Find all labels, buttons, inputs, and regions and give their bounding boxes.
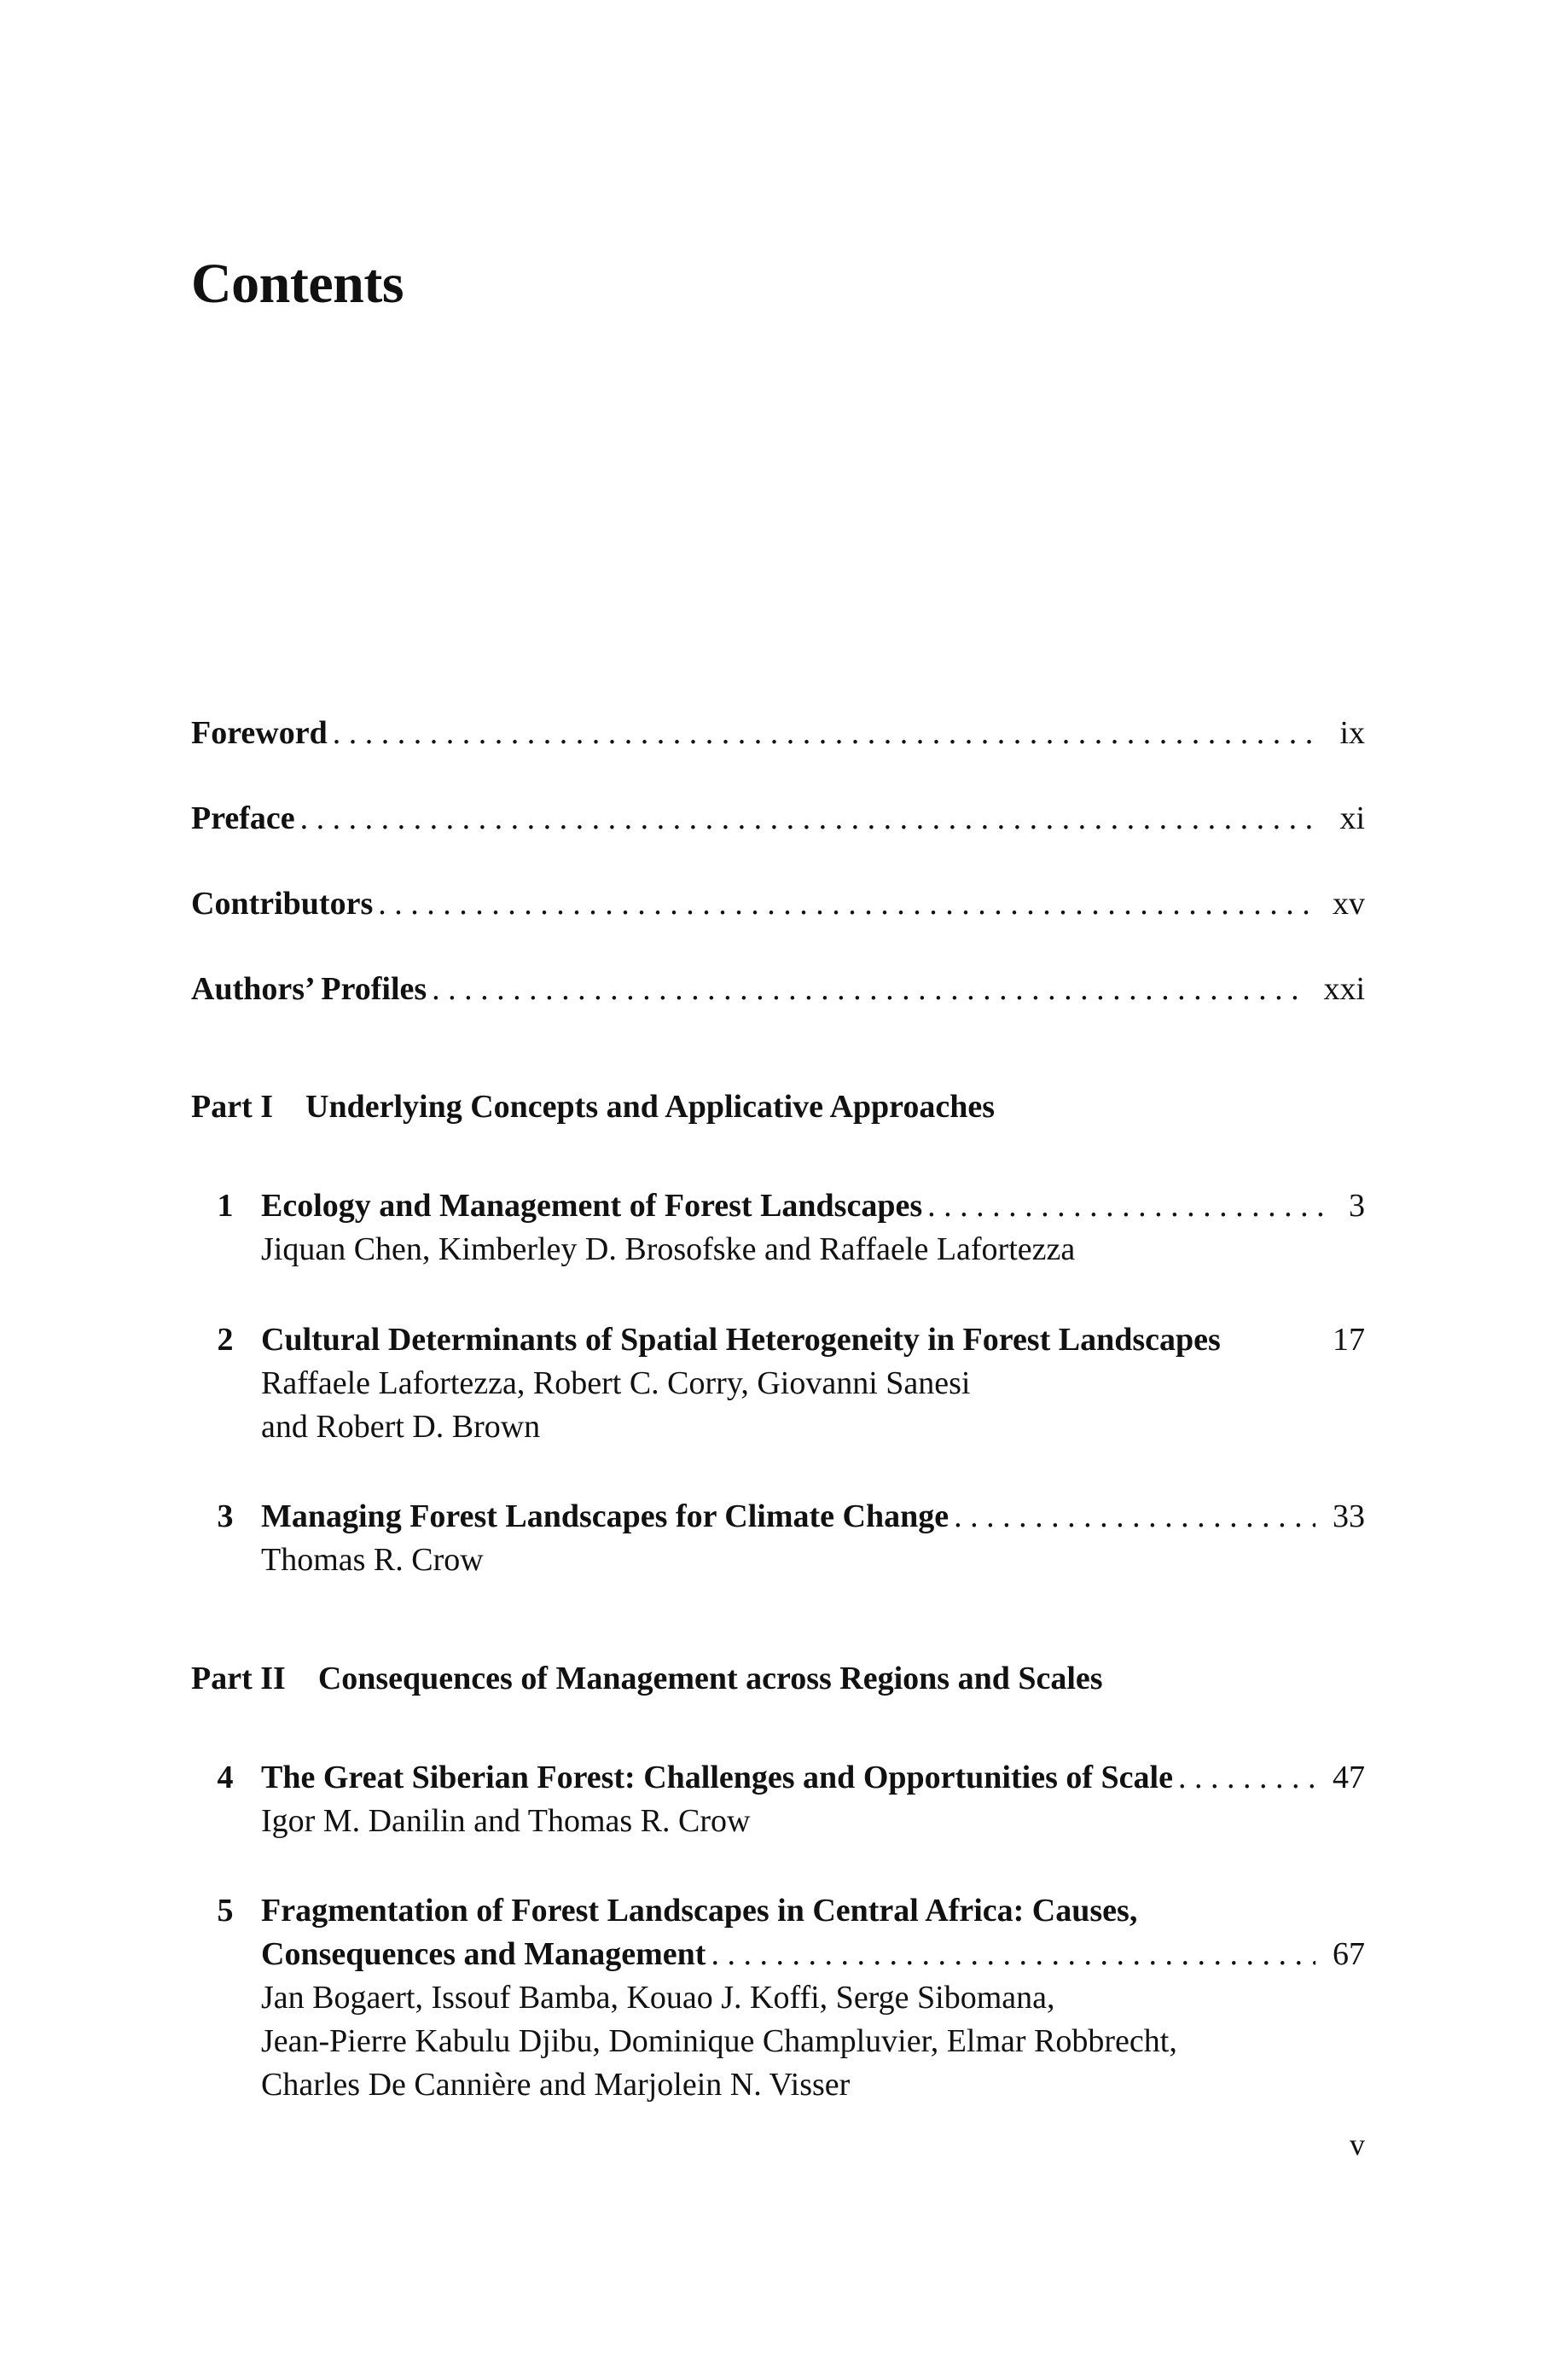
toc-chapter-2[interactable] — [191, 1318, 1365, 1449]
part-number: Part I — [191, 1089, 274, 1125]
dot-leader — [333, 710, 1323, 756]
toc-chapter-1[interactable] — [191, 1184, 1365, 1271]
toc-entry-label: Foreword — [191, 715, 328, 751]
toc-page-number: xv — [1333, 886, 1365, 922]
chapter-number: 4 — [217, 1760, 234, 1795]
chapter-authors: Thomas R. Crow — [261, 1542, 484, 1578]
chapter-authors: Igor M. Danilin and Thomas R. Crow — [261, 1803, 751, 1839]
dot-leader — [927, 1184, 1332, 1228]
toc-page-number: xi — [1339, 800, 1365, 836]
toc-page-number: xxi — [1323, 971, 1365, 1007]
chapter-number: 5 — [217, 1893, 234, 1929]
dot-leader — [300, 795, 1323, 841]
page-title: Contents — [191, 253, 404, 315]
toc-chapter-4[interactable] — [191, 1756, 1365, 1843]
toc-entry-contributors[interactable] — [191, 881, 1365, 927]
toc-entry-label: Contributors — [191, 886, 374, 922]
part-title: Consequences of Management across Regions and Scales — [317, 1661, 1103, 1696]
dot-leader — [954, 1495, 1315, 1539]
toc-entry-preface[interactable] — [191, 795, 1365, 841]
chapter-number: 2 — [217, 1322, 234, 1358]
chapter-title: Cultural Determinants of Spatial Heterogeneity in Forest Landscapes — [261, 1322, 1221, 1358]
chapter-title-continued: Consequences and Management — [261, 1936, 706, 1972]
part-heading-2[interactable] — [191, 1655, 1103, 1702]
toc-page-number: 67 — [1333, 1936, 1365, 1972]
page-folio: v — [1350, 2127, 1365, 2161]
chapter-authors: Raffaele Lafortezza, Robert C. Corry, Giovanni Sanesi — [261, 1365, 971, 1401]
part-number: Part II — [191, 1661, 286, 1696]
toc-chapter-3[interactable] — [191, 1495, 1365, 1582]
dot-leader — [1178, 1756, 1315, 1800]
toc-entry-label: Preface — [191, 800, 295, 836]
chapter-authors: Jan Bogaert, Issouf Bamba, Kouao J. Koffi, Serge Sibomana, — [261, 1980, 1055, 2016]
dot-leader — [432, 966, 1306, 1012]
chapter-title: The Great Siberian Forest: Challenges and Opportunities of Scale — [261, 1760, 1173, 1795]
chapter-authors: Charles De Cannière and Marjolein N. Visser — [261, 2067, 851, 2103]
chapter-authors: Jiquan Chen, Kimberley D. Brosofske and Raffaele Lafortezza — [261, 1231, 1076, 1267]
toc-page-number: 47 — [1333, 1760, 1365, 1795]
toc-page-number: ix — [1339, 715, 1365, 751]
toc-entry-foreword[interactable] — [191, 710, 1365, 756]
toc-page-number: 17 — [1333, 1322, 1365, 1358]
toc-entry-label: Authors’ Profiles — [191, 971, 427, 1007]
chapter-title: Ecology and Management of Forest Landscapes — [261, 1188, 923, 1224]
dot-leader — [711, 1933, 1315, 1976]
toc-page-number: 3 — [1349, 1188, 1365, 1224]
toc-chapter-5[interactable] — [191, 1889, 1365, 2107]
toc-page-number: 33 — [1333, 1498, 1365, 1534]
part-title: Underlying Concepts and Applicative Approaches — [305, 1089, 995, 1125]
chapter-authors: Jean-Pierre Kabulu Djibu, Dominique Champluvier, Elmar Robbrecht, — [261, 2023, 1177, 2059]
toc-entry-authors-profiles[interactable] — [191, 966, 1365, 1012]
chapter-number: 1 — [217, 1188, 234, 1224]
chapter-authors: and Robert D. Brown — [261, 1409, 541, 1445]
dot-leader — [378, 881, 1315, 927]
chapter-title: Managing Forest Landscapes for Climate Change — [261, 1498, 950, 1534]
chapter-number: 3 — [217, 1498, 234, 1534]
part-heading-1[interactable] — [191, 1084, 995, 1130]
chapter-title: Fragmentation of Forest Landscapes in Central Africa: Causes, — [261, 1893, 1138, 1929]
